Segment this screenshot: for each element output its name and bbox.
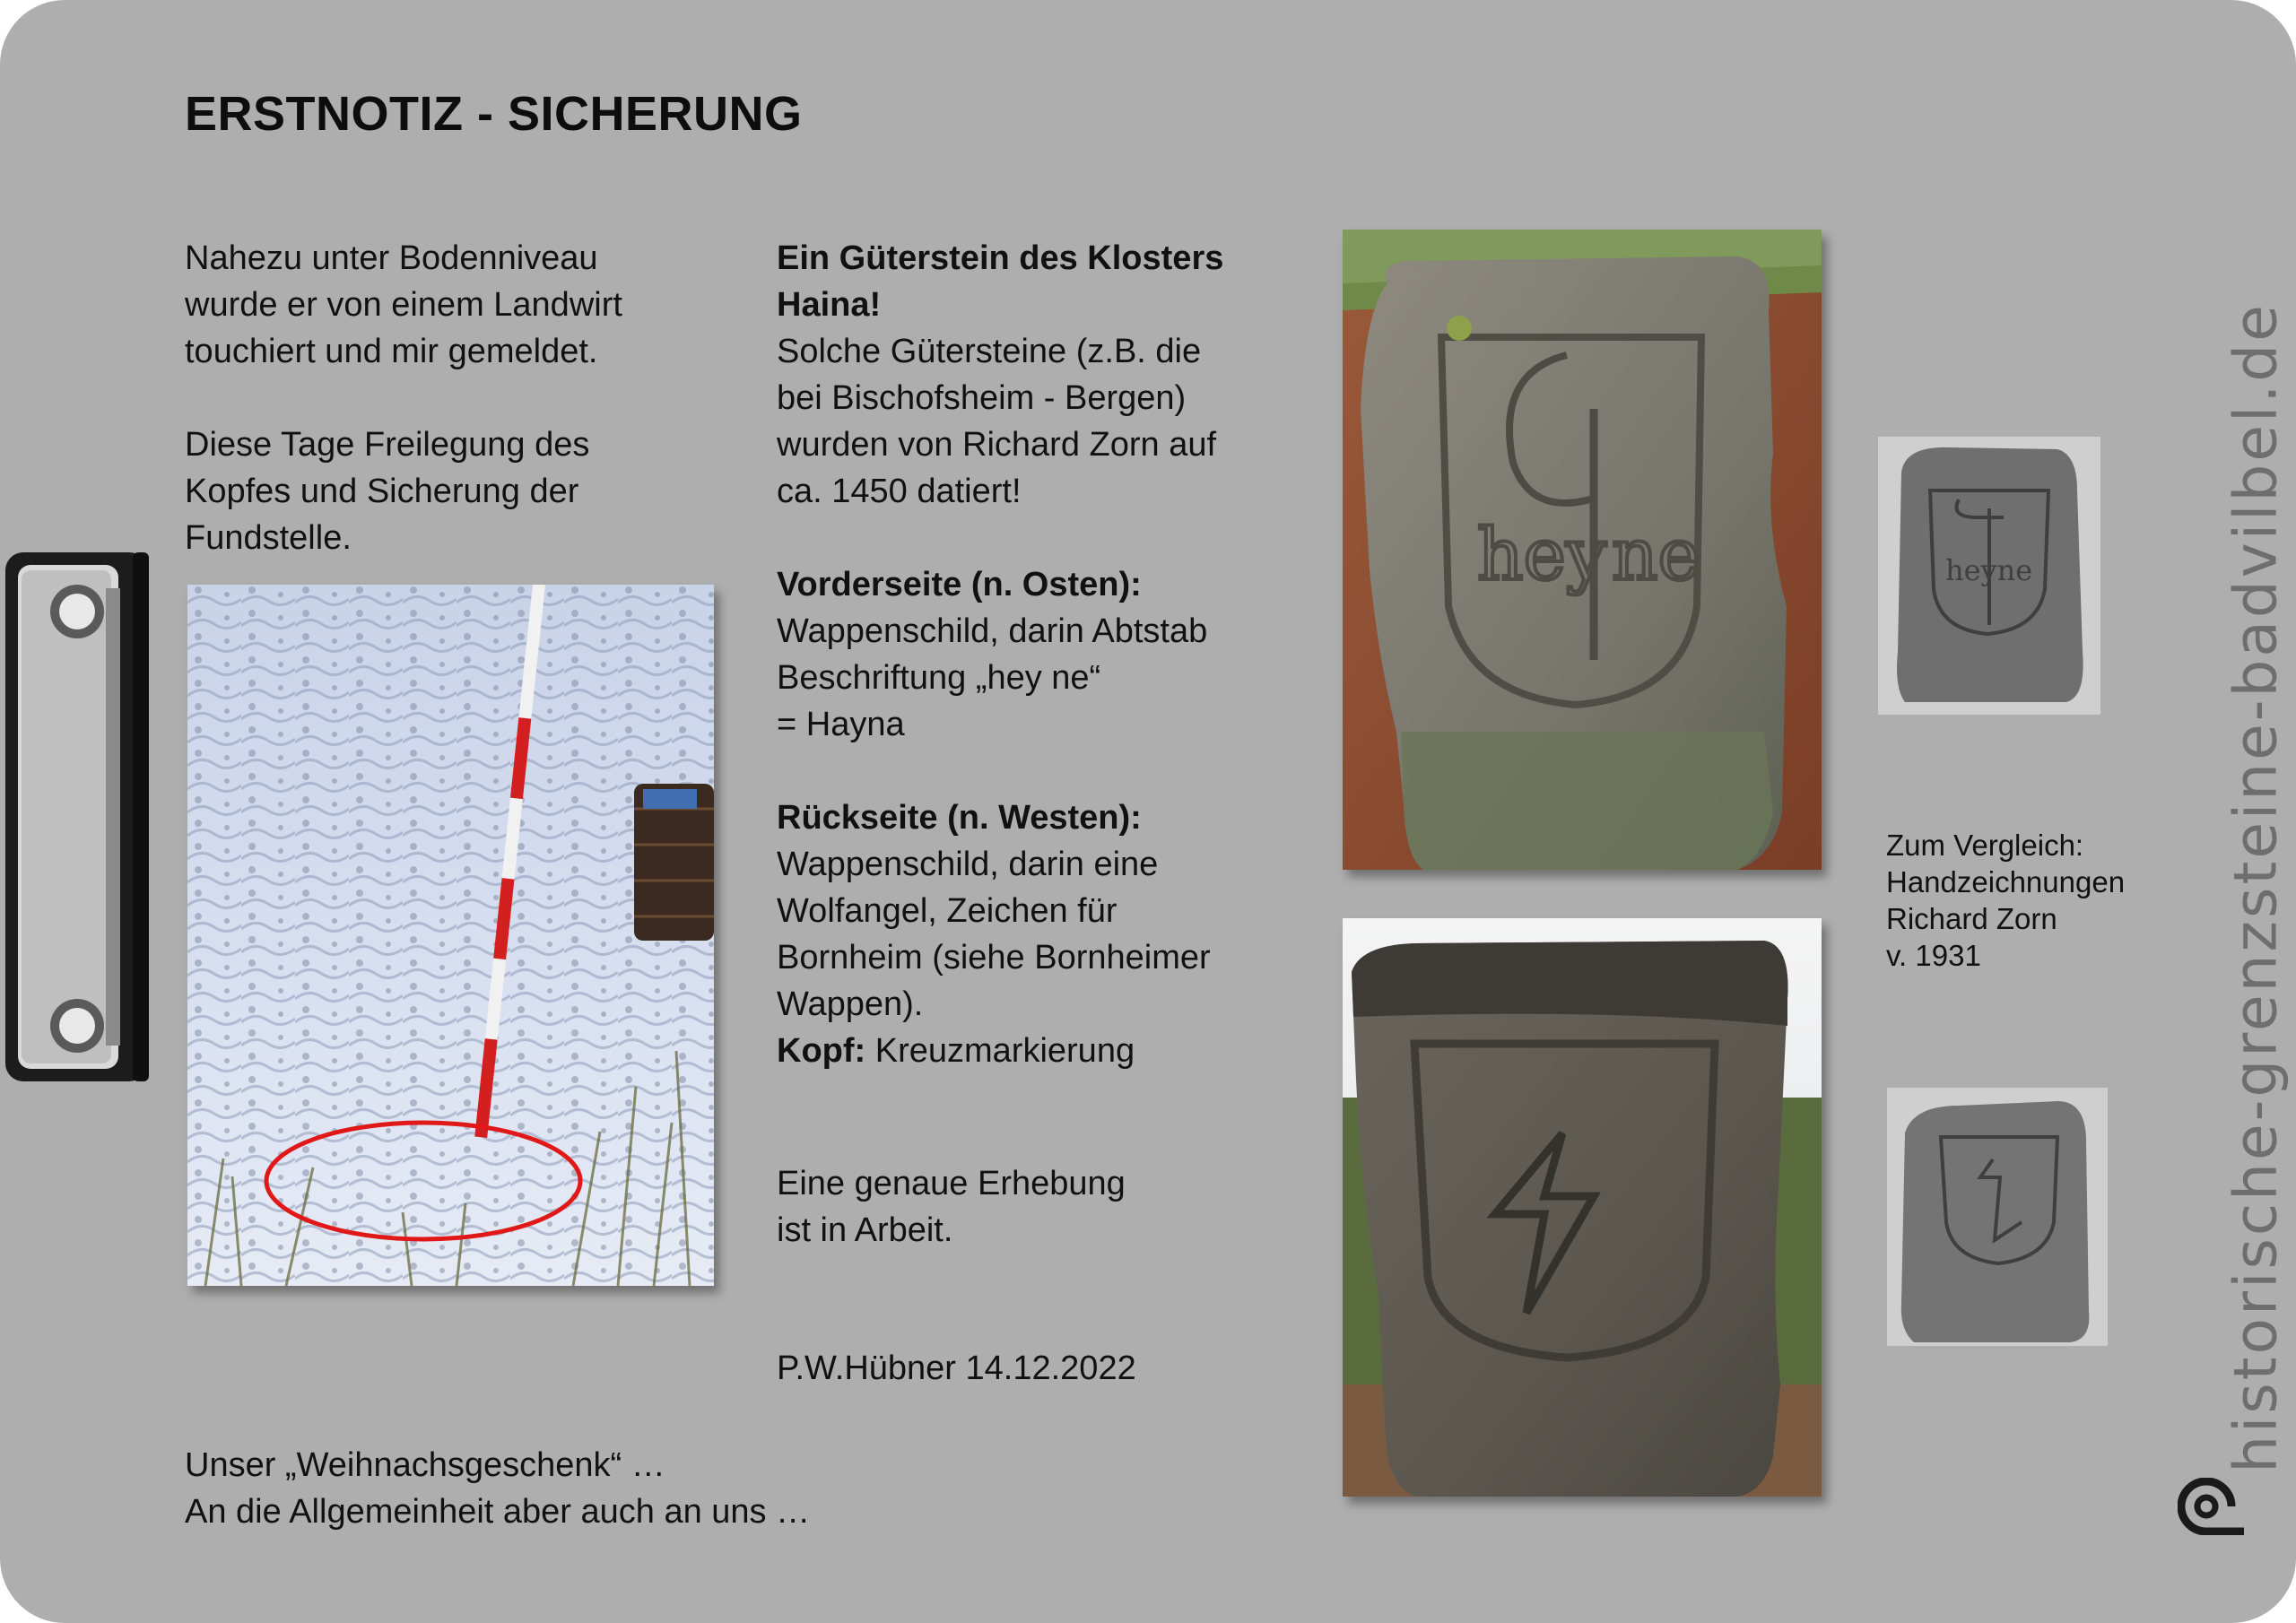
- sketch-back: [1887, 1088, 2108, 1346]
- closing-note: [185, 1442, 810, 1535]
- head-label: Kopf:: [777, 1032, 866, 1070]
- intro-paragraph: [185, 235, 622, 561]
- text-line: bei Bischofsheim - Bergen): [777, 379, 1187, 417]
- snow-field-photo: [187, 585, 714, 1286]
- back-heading: Rückseite (n. Westen):: [777, 799, 1142, 837]
- text-line: = Hayna: [777, 706, 905, 743]
- heading-line: Ein Güterstein des Klosters: [777, 239, 1224, 277]
- caption-line: Handzeichnungen: [1886, 865, 2126, 898]
- text-line: Unser „Weihnachsgeschenk“ …: [185, 1446, 665, 1484]
- stone-front-photo: [1343, 230, 1822, 870]
- text-line: Kopfes und Sicherung der: [185, 473, 579, 510]
- text-line: Beschriftung „hey ne“: [777, 659, 1101, 697]
- front-heading: Vorderseite (n. Osten):: [777, 566, 1142, 603]
- text-line: Wappenschild, darin Abtstab: [777, 612, 1208, 650]
- stone-back-photo: [1343, 918, 1822, 1497]
- text-line: wurde er von einem Landwirt: [185, 286, 622, 324]
- text-line: wurden von Richard Zorn auf: [777, 426, 1217, 464]
- binder-clip-icon: [0, 534, 154, 1099]
- survey-note: [777, 1160, 1126, 1254]
- caption-line: Richard Zorn: [1886, 902, 2057, 935]
- sketch-inscription: heyne: [1945, 553, 2033, 587]
- text-line: Nahezu unter Bodenniveau: [185, 239, 598, 277]
- text-line: Wolfangel, Zeichen für: [777, 892, 1118, 930]
- comparison-caption: [1886, 827, 2125, 974]
- text-line: Diese Tage Freilegung des: [185, 426, 590, 464]
- text-line: Fundstelle.: [185, 519, 352, 557]
- sketch-front: [1878, 437, 2100, 715]
- heading-line: Haina!: [777, 286, 882, 324]
- text-line: ca. 1450 datiert!: [777, 473, 1022, 510]
- text-line: ist in Arbeit.: [777, 1211, 953, 1249]
- vertical-website-url: historische-grenzsteine-badvilbel.de: [2221, 302, 2291, 1473]
- caption-line: v. 1931: [1886, 939, 1981, 972]
- description-column: [777, 235, 1223, 1074]
- text-line: Solche Gütersteine (z.B. die: [777, 333, 1202, 370]
- text-line: Wappen).: [777, 985, 924, 1023]
- text-line: Wappenschild, darin eine: [777, 846, 1159, 883]
- page-title: ERSTNOTIZ - SICHERUNG: [185, 87, 803, 141]
- text-line: Eine genaue Erhebung: [777, 1165, 1126, 1202]
- head-value: Kreuzmarkierung: [865, 1032, 1135, 1070]
- signature: P.W.Hübner 14.12.2022: [777, 1350, 1136, 1387]
- svg-text:hey: hey: [1477, 513, 1607, 596]
- text-line: An die Allgemeinheit aber auch an uns …: [185, 1493, 811, 1531]
- svg-text:ne: ne: [1612, 513, 1700, 596]
- copyright-icon: [2178, 1478, 2246, 1535]
- caption-line: Zum Vergleich:: [1886, 829, 2084, 862]
- text-line: Bornheim (siehe Bornheimer: [777, 939, 1211, 976]
- text-line: touchiert und mir gemeldet.: [185, 333, 598, 370]
